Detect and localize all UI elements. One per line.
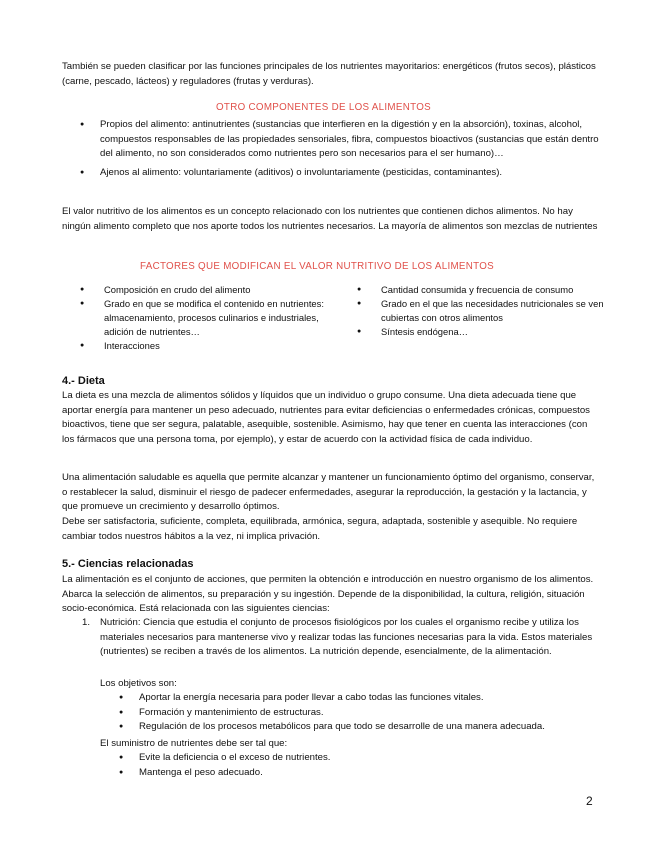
list-item: ● Interacciones [104,339,344,353]
list-item: ● Regulación de los procesos metabólicos para que todo se desarrolle de una manera adecuada. [139,720,609,735]
objetivos-list [139,691,609,735]
list-item: ● Evite la deficiencia o el exceso de nutrientes. [139,751,609,766]
list-item: ● Síntesis endógena… [381,325,606,339]
suministro-list [139,751,609,780]
list-item: ● Aportar la energía necesaria para poder llevar a cabo todas las funciones vitales. [139,691,609,706]
dieta-paragraph-3: Debe ser satisfactoria, suficiente, completa, equilibrada, armónica, segura, adaptada, sostenible y asequible. No requiere cambiar todos nuestros hábitos a la vez, ni implica privación. [62,516,578,542]
list-item: ● Formación y mantenimiento de estructuras. [139,706,609,721]
list-item: ● Mantenga el peso adecuado. [139,766,609,781]
otros-componentes-heading: OTRO COMPONENTES DE LOS ALIMENTOS [216,102,431,113]
list-item: ● Cantidad consumida y frecuencia de consumo [381,283,606,297]
page-number: 2 [586,794,593,808]
factores-column-1 [104,283,344,353]
list-item: ● Grado en que se modifica el contenido en nutrientes: almacenamiento, procesos culinarios e industriales, adición de nutrientes… [104,297,344,339]
suministro-label: El suministro de nutrientes debe ser tal que: [100,738,288,749]
intro-paragraph: También se pueden clasificar por las funciones principales de los nutrientes mayoritarios: energéticos (frutos secos), plásticos (carne, pescado, lácteos) y reguladores (frutas y verduras). [62,61,596,87]
factores-heading: FACTORES QUE MODIFICAN EL VALOR NUTRITIVO DE LOS ALIMENTOS [140,261,495,272]
otros-componentes-list [100,118,605,184]
nutricion-text: Nutrición: Ciencia que estudia el conjunto de procesos fisiológicos por los cuales el organismo recibe y utiliza los materiales necesarios para mantenerse vivo y realizar todas las funciones necesarias para la vida. Estos materiales (nutrientes) se reciben a través de los alimentos. La nutrición depende, esencialmente, de la alimentación. [100,617,593,658]
list-number: 1. [82,617,91,628]
objetivos-label: Los objetivos son: [100,678,177,689]
dieta-heading: 4.- Dieta [62,375,105,387]
valor-nutritivo-paragraph: El valor nutritivo de los alimentos es un concepto relacionado con los nutrientes que contienen dichos alimentos. No hay ningún alimento completo que nos aporte todos los nutrientes necesarios. La mayoría de alimentos son mezclas de nutrientes [62,206,598,232]
list-item: ● Ajenos al alimento: voluntariamente (aditivos) o involuntariamente (pesticidas, contaminantes). [100,166,605,181]
list-item: ● Grado en el que las necesidades nutricionales se ven cubiertas con otros alimentos [381,297,606,325]
dieta-paragraph-2: Una alimentación saludable es aquella que permite alcanzar y mantener un funcionamiento óptimo del organismo, conservar, o restablecer la salud, disminuir el riesgo de padecer enfermedades, asegurar la reproducción, la gestación y la lactancia, y que promueve un crecimiento y desarrollo óptimos. [62,472,595,513]
factores-column-2 [381,283,606,339]
ciencias-heading: 5.- Ciencias relacionadas [62,558,194,570]
ciencias-numbered-list [82,616,610,660]
ciencias-paragraph: La alimentación es el conjunto de acciones, que permiten la obtención e introducción en nuestro organismo de los alimentos. Abarca la selección de alimentos, su preparación y su ingestión. Depende de la disponibilidad, la cultura, religión, situación socio-económica. Está relacionada con las siguientes ciencias: [62,574,594,615]
list-item: ● Propios del alimento: antinutrientes (sustancias que interfieren en la digestión y en la absorción), toxinas, alcohol, compuestos responsables de las propiedades sensoriales, fibra, compuestos bioactivos (sustancias que están dentro del alimento, no son considerados como nutrientes pero son necesarios para el ser humano)… [100,118,605,162]
list-item: ● Composición en crudo del alimento [104,283,344,297]
dieta-paragraph-1: La dieta es una mezcla de alimentos sólidos y líquidos que un individuo o grupo consume. Una dieta adecuada tiene que aportar energía para mantener un peso adecuado, nutrientes para evitar deficiencias o enfermedades crónicas, compuestos bioactivos, tiene que ser segura, palatable, asequible, sostenible. Asimismo, hay que tener en cuenta las interacciones (con los fármacos que una persona toma, por ejemplo), y estar de acuerdo con la actividad física de cada individuo. [62,390,590,445]
